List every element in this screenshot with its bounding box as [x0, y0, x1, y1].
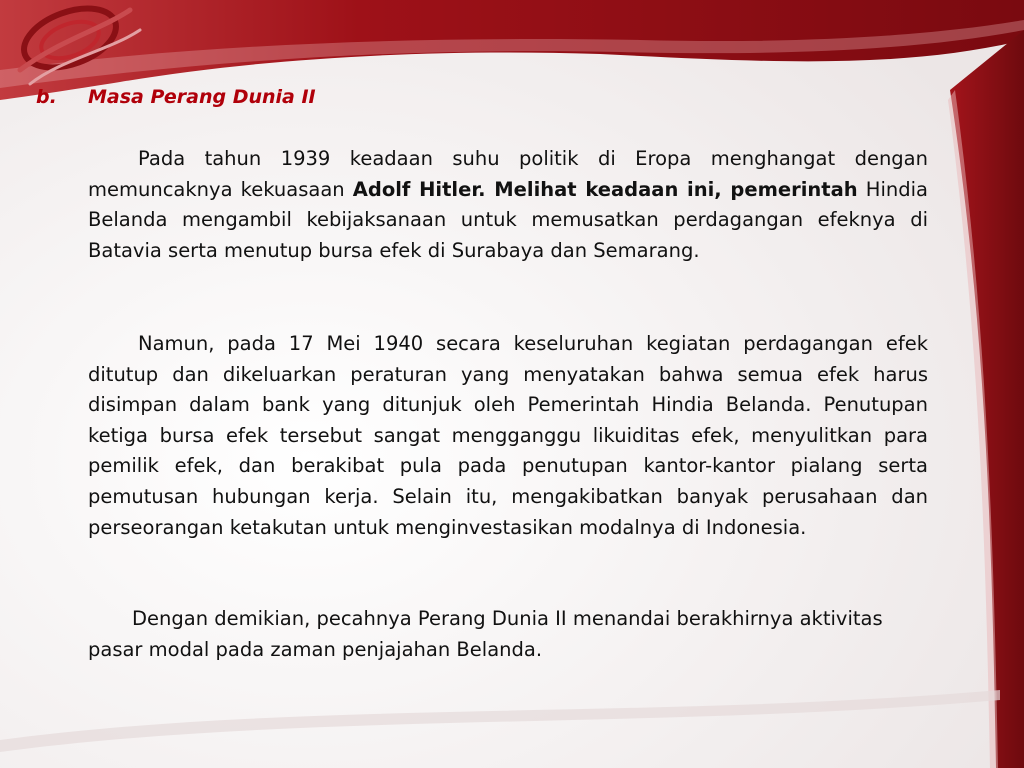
paragraph-2: Namun, pada 17 Mei 1940 secara keseluruhan kegiatan perdagangan efek ditutup dan dikeluarkan peraturan yang menyatakan bahwa semua efek harus disimpan dalam bank yang ditunjuk oleh Pemerintah Hindia Belanda. Penutupan ketiga bursa efek tersebut sangat mengganggu likuiditas efek, menyulitkan para pemilik efek, dan berakibat pula pada penutupan kantor-kantor pialang serta pemutusan hubungan kerja. Selain itu, mengakibatkan banyak perusahaan dan perseorangan ketakutan untuk menginvestasikan modalnya di Indonesia.	[88, 332, 928, 539]
paragraph-1-bold: Adolf Hitler. Melihat keadaan ini, pemerintah	[352, 177, 858, 201]
paragraph-1-text-b: Hindia Belanda mengambil kebijaksanaan untuk memusatkan perdagangan efeknya di Batavia serta menutup bursa efek di Surabaya dan Semarang.	[88, 177, 928, 262]
heading-text: Masa Perang Dunia II	[88, 86, 316, 108]
paragraph-3: Dengan demikian, pecahnya Perang Dunia II menandai berakhirnya aktivitas pasar modal pada zaman penjajahan Belanda.	[88, 607, 883, 661]
list-marker: b.	[36, 86, 57, 108]
paragraph-1-text-a: Pada tahun 1939 keadaan suhu politik di Eropa menghangat dengan memuncaknya kekuasaan	[88, 147, 928, 201]
section-heading	[36, 86, 316, 108]
paragraph-1	[88, 144, 928, 266]
